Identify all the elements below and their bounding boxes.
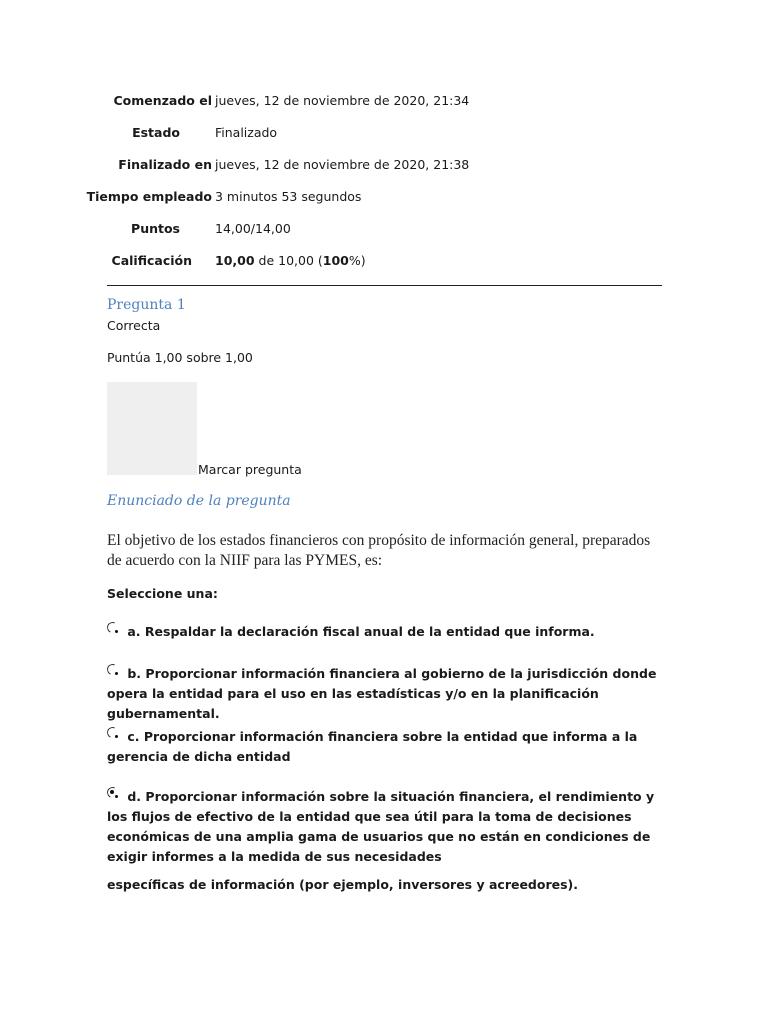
question-status: Correcta [107,318,161,333]
option-d-text: d. Proporcionar información sobre la situación financiera, el rendimiento y los flujos de efectivo de la entidad que sea útil para la toma de decisiones económicas de una amplia gama de usuarios que no están en condiciones de exigir informes a la medida de sus necesidades [107,789,655,864]
question-title: Pregunta 1 [107,297,186,313]
flag-question-link[interactable]: Marcar pregunta [198,462,302,477]
time-label: Tiempo empleado [86,189,212,204]
started-label: Comenzado el [113,93,212,108]
summary-row-state [0,118,768,148]
grade-of: de 10,00 ( [254,253,323,268]
section-divider [107,285,662,286]
finished-value: jueves, 12 de noviembre de 2020, 21:38 [215,157,470,172]
summary-row-grade [0,246,768,276]
option-c-text: c. Proporcionar información financiera sobre la entidad que informa a la gerencia de dicha entidad [107,729,638,764]
grade-value [215,246,366,276]
grade-percent: 100 [322,253,349,268]
option-d-continuation: específicas de información (por ejemplo, inversores y acreedores). [107,877,579,892]
statement-heading: Enunciado de la pregunta [107,493,291,509]
radio-unselected-icon[interactable] [107,664,121,678]
summary-row-time [0,182,768,212]
summary-row-finished [0,150,768,180]
option-a[interactable] [107,622,667,642]
option-b-text: b. Proporcionar información financiera al gobierno de la jurisdicción donde opera la entidad para el uso en las estadísticas y/o en la planificación gubernamental. [107,666,657,721]
radio-selected-icon[interactable] [107,787,121,801]
time-value: 3 minutos 53 segundos [215,189,362,204]
grade-close: %) [348,253,366,268]
select-prompt: Seleccione una: [107,586,218,601]
option-d[interactable] [107,787,667,867]
question-text: El objetivo de los estados financieros con propósito de información general, preparados de acuerdo con la NIIF para las PYMES, es: [107,532,651,569]
grade-score: 10,00 [215,253,255,268]
radio-unselected-icon[interactable] [107,622,121,636]
summary-row-started [0,86,768,116]
points-label: Puntos [131,221,180,236]
option-a-text: a. Respaldar la declaración fiscal anual de la entidad que informa. [127,624,595,639]
started-value: jueves, 12 de noviembre de 2020, 21:34 [215,93,470,108]
state-value: Finalizado [215,125,278,140]
points-value: 14,00/14,00 [215,221,291,236]
radio-unselected-icon[interactable] [107,727,121,741]
grade-label: Calificación [111,253,192,268]
summary-row-points [0,214,768,244]
state-label: Estado [132,125,180,140]
option-c[interactable] [107,727,667,767]
option-b[interactable] [107,664,667,724]
question-score: Puntúa 1,00 sobre 1,00 [107,350,253,365]
finished-label: Finalizado en [118,157,212,172]
flag-question-image[interactable] [107,382,197,475]
